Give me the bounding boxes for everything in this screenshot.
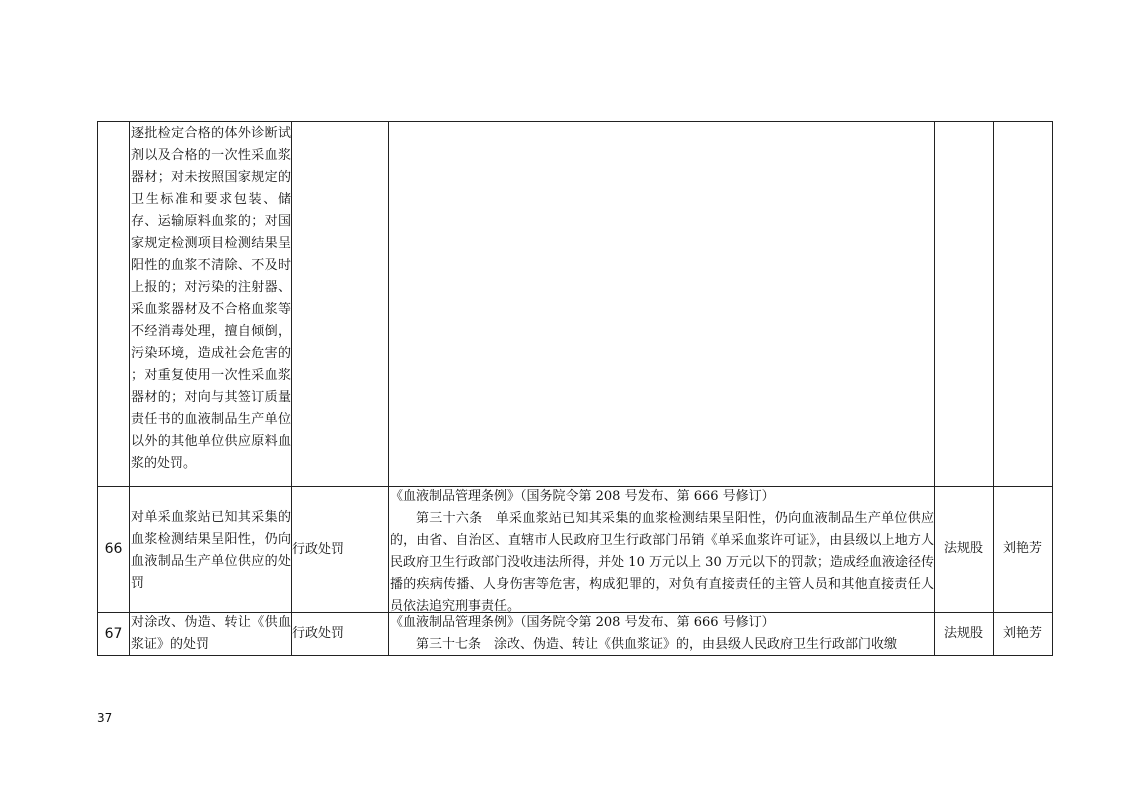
row-type-cell: 行政处罚 (292, 626, 345, 641)
regulation-table (97, 121, 1053, 656)
row-item-cell: 对单采血浆站已知其采集的血浆检测结果呈阳性，仍向血液制品生产单位供应的处罚 (131, 510, 291, 591)
row-person-cell: 刘艳芳 (1002, 626, 1042, 641)
basis-title: 《血液制品管理条例》（国务院令第 208 号发布、第 666 号修订） (390, 615, 775, 630)
row-basis-cell (390, 612, 934, 656)
column-divider (388, 122, 389, 655)
row-department-cell: 法规股 (943, 541, 983, 556)
row-basis-cell (390, 486, 934, 612)
column-divider (291, 122, 292, 655)
continued-row-item-cell: 逐批检定合格的体外诊断试剂以及合格的一次性采血浆器材；对未按照国家规定的卫生标准和要求包装、储存、运输原料血浆的；对国家规定检测项目检测结果呈阳性的血浆不清除、不及时上报的；对污染的注射器、采血浆器材及不合格血浆等不经消毒处理，擅自倾倒，污染环境，造成社会危害的 ；对重复使用一次性采血浆器材的；对向与其签订质量责任书的血液制品生产单位以外的其他单位供应原料血浆的处罚。 (131, 126, 291, 471)
basis-text: 第三十七条 涂改、伪造、转让《供血浆证》的，由县级人民政府卫生行政部门收缴 (416, 637, 898, 652)
row-number: 67 (104, 626, 123, 642)
row-type-cell: 行政处罚 (292, 542, 345, 557)
row-number: 66 (104, 541, 123, 557)
basis-title: 《血液制品管理条例》（国务院令第 208 号发布、第 666 号修订） (390, 489, 775, 504)
column-divider (129, 122, 130, 655)
row-department-cell: 法规股 (943, 626, 983, 641)
page-number: 37 (97, 711, 113, 725)
row-person-cell: 刘艳芳 (1002, 541, 1042, 556)
basis-text: 第三十六条 单采血浆站已知其采集的血浆检测结果呈阳性，仍向血液制品生产单位供应的，由省、自治区、直辖市人民政府卫生行政部门吊销《单采血浆许可证》，由县级以上地方人民政府卫生行政部门没收违法所得，并处 10 万元以上 30 万元以下的罚款；造成经血液途径传播的疾病传播、人身伤害等危害，构成犯罪的，对负有直接责任的主管人员和其他直接责任人员依法追究刑事责任。 (390, 511, 934, 614)
row-item-cell: 对涂改、伪造、转让《供血浆证》的处罚 (131, 615, 291, 652)
